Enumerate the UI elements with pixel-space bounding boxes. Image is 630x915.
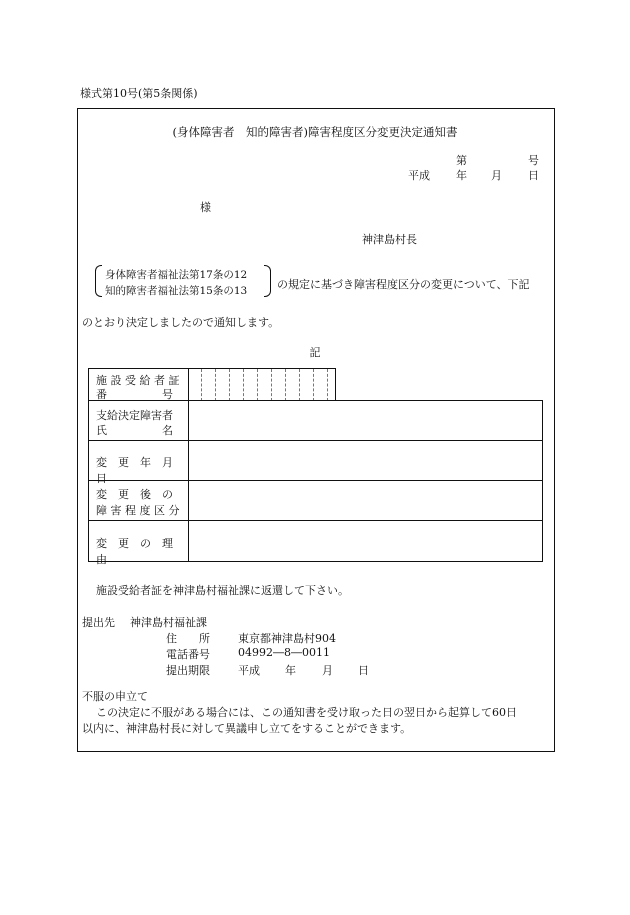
deadline-month: 月 — [322, 664, 333, 677]
addressee-suffix: 様 — [200, 201, 211, 214]
date-day: 日 — [528, 169, 539, 182]
submission-office: 神津島村福祉課 — [130, 616, 207, 629]
digit-divider — [243, 369, 244, 401]
change-date-label-cell — [88, 440, 189, 485]
digit-divider — [257, 369, 258, 401]
new-level-label-1: 変 更 後 の — [96, 488, 173, 501]
objection-title: 不服の申立て — [82, 690, 148, 703]
deadline-day: 日 — [358, 664, 369, 677]
new-level-field[interactable] — [188, 480, 543, 521]
deadline-era: 平成 — [238, 664, 260, 677]
cert-number-label-1: 施 設 受 給 者 証 — [96, 374, 180, 387]
change-reason-field[interactable] — [188, 520, 543, 562]
number-suffix: 号 — [528, 154, 539, 167]
cert-number-field[interactable] — [188, 368, 336, 401]
ki-heading: 記 — [309, 346, 321, 359]
deadline-label: 提出期限 — [166, 664, 210, 677]
recipient-name-label-1: 支給決定障害者 — [96, 409, 173, 422]
objection-line-2: 以内に、神津島村長に対して異議申し立てをすることができます。 — [82, 722, 412, 735]
date-month: 月 — [491, 169, 502, 182]
address-value: 東京都神津島村904 — [238, 632, 336, 645]
digit-divider — [327, 369, 328, 401]
change-reason-label-cell — [88, 520, 189, 566]
cert-number-label-2: 番 号 — [96, 388, 173, 401]
recipient-name-label-2: 氏 名 — [96, 424, 173, 437]
digit-divider — [313, 369, 314, 401]
date-year: 年 — [456, 169, 467, 182]
issuer: 神津島村長 — [362, 233, 417, 246]
address-label: 住 所 — [166, 632, 210, 645]
right-bracket — [264, 265, 271, 297]
recipient-name-label-cell — [88, 400, 189, 441]
return-note: 施設受給者証を神津島村福祉課に返還して下さい。 — [96, 584, 349, 597]
new-level-label-2: 障 害 程 度 区 分 — [96, 504, 180, 517]
law-reference-1: 身体障害者福祉法第17条の12 — [105, 269, 248, 281]
form-reference: 様式第10号(第5条関係) — [80, 87, 198, 100]
number-prefix: 第 — [456, 154, 467, 167]
change-date-label: 変 更 年 月 日 — [96, 456, 184, 485]
digit-divider — [299, 369, 300, 401]
document-title: (身体障害者 知的障害者)障害程度区分変更決定通知書 — [172, 125, 458, 139]
digit-divider — [201, 369, 202, 401]
left-bracket — [95, 265, 102, 297]
submission-label: 提出先 — [82, 616, 115, 629]
body-text-line-2: のとおり決定しましたので通知します。 — [82, 316, 280, 329]
body-text-line-1: の規定に基づき障害程度区分の変更について、下記 — [277, 278, 530, 291]
change-date-field[interactable] — [188, 440, 543, 481]
digit-divider — [229, 369, 230, 401]
deadline-year: 年 — [285, 664, 296, 677]
cert-number-label-cell — [88, 368, 189, 401]
tel-label: 電話番号 — [166, 648, 210, 661]
recipient-name-field[interactable] — [188, 400, 543, 441]
objection-line-1: この決定に不服がある場合には、この通知書を受け取った日の翌日から起算して60日 — [96, 706, 517, 719]
date-era: 平成 — [408, 169, 430, 182]
change-reason-label: 変 更 の 理 由 — [96, 537, 184, 566]
digit-divider — [271, 369, 272, 401]
digit-divider — [215, 369, 216, 401]
law-reference-2: 知的障害者福祉法第15条の13 — [105, 285, 248, 297]
tel-value: 04992―8―0011 — [238, 646, 330, 659]
digit-divider — [285, 369, 286, 401]
new-level-label-cell — [88, 480, 189, 521]
